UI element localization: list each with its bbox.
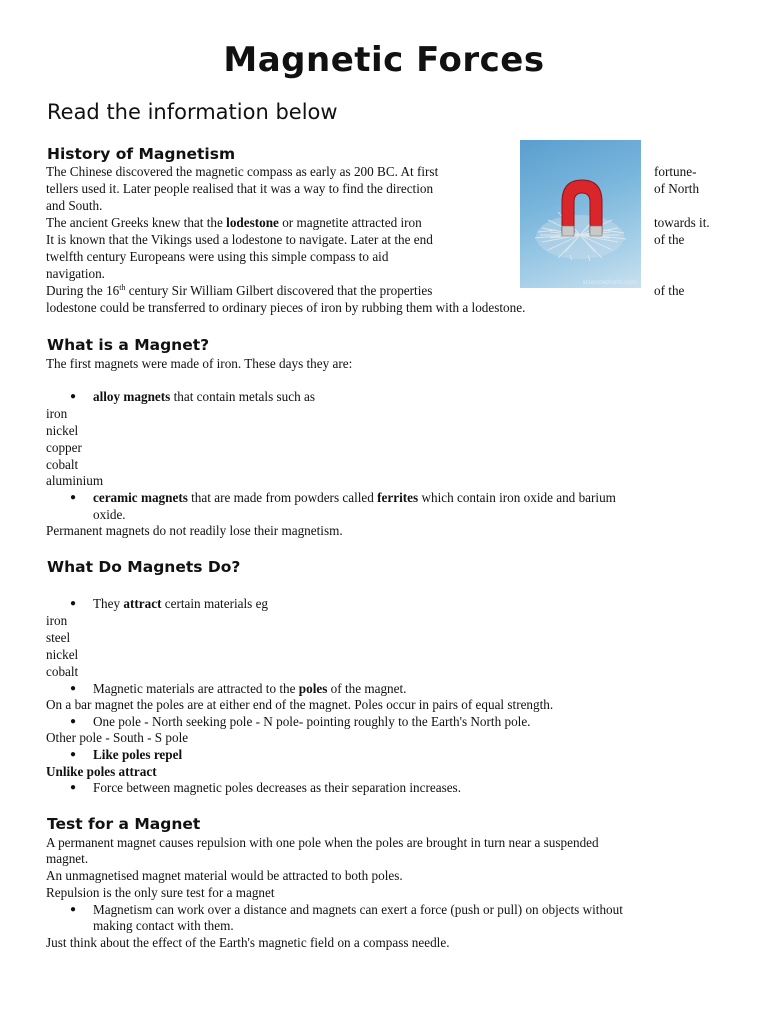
history-line: It is known that the Vikings used a lodestone to navigate. Later at the end [46,232,433,247]
material-item: nickel [46,647,79,662]
bullet-icon: ● [70,492,77,503]
text-run: or magnetite attracted iron [278,215,422,230]
bold-term: ceramic magnets [93,490,188,505]
paragraph: Just think about the effect of the Earth's magnetic field on a compass needle. [46,935,450,950]
text-run: Magnetic materials are attracted to the [93,681,299,696]
metal-item: iron [46,406,68,421]
metal-item: copper [46,440,82,455]
history-line [46,214,422,231]
bold-term: Like poles repel [93,747,183,762]
what-do-heading: What Do Magnets Do? [47,558,241,576]
material-item: iron [46,613,68,628]
history-line: of the [654,232,685,247]
history-line [46,282,432,299]
bold-term: ferrites [377,490,419,505]
bullet-icon: ● [70,716,77,727]
bullet-icon: ● [70,391,77,402]
paragraph: An unmagnetised magnet material would be attracted to both poles. [46,868,403,883]
bold-term: alloy magnets [93,389,171,404]
history-line: and South. [46,198,103,213]
paragraph: A permanent magnet causes repulsion with one pole when the poles are brought in turn near a suspended [46,835,599,850]
bold-term: poles [298,681,328,696]
paragraph [46,763,157,780]
text-run: century Sir William Gilbert discovered that the properties [125,283,433,298]
metal-item: nickel [46,423,79,438]
metal-item: aluminium [46,473,104,488]
what-is-intro: The first magnets were made of iron. These days they are: [46,356,353,371]
bullet-icon: ● [70,749,77,760]
paragraph: Repulsion is the only sure test for a magnet [46,885,275,900]
horseshoe-magnet-icon [520,140,641,288]
history-line: of the [654,283,685,298]
magnet-photo [520,140,641,288]
text-run: that contain metals such as [170,389,315,404]
history-heading: History of Magnetism [47,145,236,163]
bold-term: attract [123,596,162,611]
bold-term: lodestone [226,215,279,230]
material-item: steel [46,630,71,645]
text-run: which contain iron oxide and barium [418,490,616,505]
material-item: cobalt [46,664,79,679]
history-line: twelfth century Europeans were using this simple compass to aid [46,249,389,264]
history-line: navigation. [46,266,105,281]
paragraph: Other pole - South - S pole [46,730,189,745]
history-line: lodestone could be transferred to ordinary pieces of iron by rubbing them with a lodestone. [46,300,526,315]
history-line: towards it. [654,215,710,230]
list-item-continued: making contact with them. [93,918,234,933]
bullet-icon: ● [70,904,77,915]
text-run: certain materials eg [161,596,269,611]
what-is-closing: Permanent magnets do not readily lose their magnetism. [46,523,343,538]
test-heading: Test for a Magnet [47,815,201,833]
text-run: that are made from powders called [187,490,378,505]
bullet-icon: ● [70,782,77,793]
paragraph: magnet. [46,851,89,866]
list-item [93,388,315,405]
text-run: of the magnet. [327,681,407,696]
bold-term: Unlike poles attract [46,764,157,779]
list-item [93,595,268,612]
list-item: One pole - North seeking pole - N pole- pointing roughly to the Earth's North pole. [93,714,531,729]
text-run: They [93,596,124,611]
list-item [93,489,616,506]
bullet-icon: ● [70,683,77,694]
history-line: tellers used it. Later people realised that it was a way to find the direction [46,181,434,196]
list-item: Magnetism can work over a distance and magnets can exert a force (push or pull) on objects without [93,902,623,917]
page-title: Magnetic Forces [223,40,545,80]
list-item-continued: oxide. [93,507,126,522]
text-run: During the 16 [46,283,120,298]
list-item [93,680,406,697]
what-is-heading: What is a Magnet? [47,336,210,354]
superscript: th [119,283,126,292]
bullet-icon: ● [70,598,77,609]
history-line: The Chinese discovered the magnetic compass as early as 200 BC. At first [46,164,439,179]
list-item: Force between magnetic poles decreases as their separation increases. [93,780,461,795]
history-line: of North [654,181,700,196]
history-line: fortune- [654,164,697,179]
page-subtitle: Read the information below [47,100,338,124]
list-item [93,746,182,763]
metal-item: cobalt [46,457,79,472]
photo-credit: sciencephoto.com [582,279,637,286]
text-run: The ancient Greeks knew that the [46,215,227,230]
paragraph: On a bar magnet the poles are at either end of the magnet. Poles occur in pairs of equal strength. [46,697,554,712]
